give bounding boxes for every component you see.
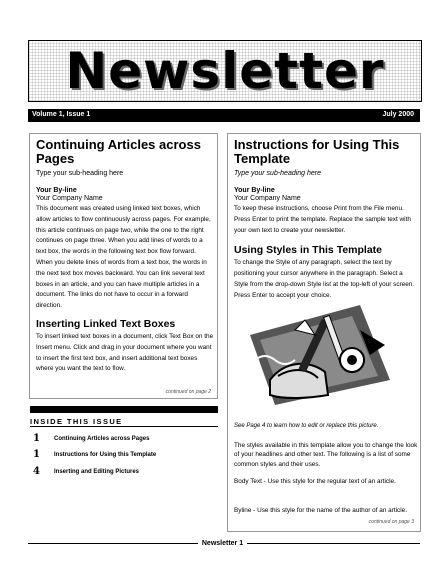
right-article-title: Instructions for Using This Template	[234, 137, 400, 166]
left-section-body: To insert linked text boxes in a document, click Text Box on the Insert menu. Click and drag in your document where you want to insert the first text box, and insert additional text boxes where you want the text to flow.	[36, 332, 214, 373]
right-article-body: To keep these instructions, choose Print from the File menu. Press Enter to print the template. Replace the sample text with your own text to create your newsletter.	[234, 205, 411, 234]
toc-page-number: 4	[33, 466, 40, 477]
body-text-style-paragraph: Body Text - Use this style for the regular text of an article.	[234, 478, 396, 485]
right-byline: Your By-line	[234, 187, 275, 194]
right-article-box	[227, 133, 421, 532]
byline-style-paragraph: Byline - Use this style for the name of the author of an article.	[234, 507, 407, 514]
right-continued-note: continued on page 3	[368, 519, 414, 525]
left-subheading: Type your sub-heading here	[36, 170, 124, 177]
inside-issue-rule	[30, 406, 218, 413]
left-byline: Your By-line	[36, 187, 77, 194]
volume-issue: Volume 1, Issue 1	[32, 111, 91, 118]
left-article-body: This document was created using linked text boxes, which allow articles to flow continuously across pages. For example, this article continues on page two, while the one to the right continues on page three. When you add lines of words to a text box, the words in the following text box flow forward. When you delete lines of words from a text box, the words in the next text box moves backward. You can link several text boxes in an article, and you can have multiple articles in a document. The links do not have to occur in a forward direction.	[36, 205, 211, 310]
left-section-title: Inserting Linked Text Boxes	[36, 317, 176, 330]
footer-page-label: Newsletter 1	[198, 540, 247, 547]
left-article-title: Continuing Articles across Pages	[36, 137, 201, 166]
toc-page-number: 1	[33, 433, 40, 444]
right-section-title: Using Styles in This Template	[234, 244, 383, 257]
toc-item-label: Inserting and Editing Pictures	[54, 469, 140, 475]
toc-item-label: Continuing Articles across Pages	[54, 436, 150, 442]
inside-issue-divider	[30, 426, 218, 427]
issue-bar	[28, 109, 420, 122]
toc-item[interactable]	[30, 449, 218, 464]
right-subheading: Type your sub-heading here	[234, 170, 322, 177]
toc-page-number: 1	[33, 449, 40, 460]
left-company-name: Your Company Name	[36, 195, 103, 202]
picture-caption: See Page 4 to learn how to edit or replace this picture.	[234, 423, 379, 429]
styles-paragraph: The styles available in this template allow you to change the look of your headlines and other text. The following is a list of some common styles and their uses.	[234, 442, 418, 468]
toc-item[interactable]	[30, 466, 218, 481]
inside-issue-title: INSIDE THIS ISSUE	[30, 417, 123, 426]
clipart-picture	[240, 300, 400, 410]
toc-item[interactable]	[30, 433, 218, 448]
left-continued-note: continued on page 2	[165, 389, 211, 395]
toc-item-label: Instructions for Using this Template	[54, 452, 157, 458]
masthead	[28, 40, 422, 102]
right-company-name: Your Company Name	[234, 195, 301, 202]
masthead-title: Newsletter	[65, 42, 385, 100]
right-section-body: To change the Style of any paragraph, select the text by positioning your cursor anywhere in the paragraph. Select a Style from the drop-down Style list at the top-left of your screen. Press Enter to accept your choice.	[234, 259, 415, 299]
issue-date: July 2000	[382, 111, 414, 118]
left-article-box	[29, 133, 218, 399]
page-footer	[0, 540, 445, 547]
